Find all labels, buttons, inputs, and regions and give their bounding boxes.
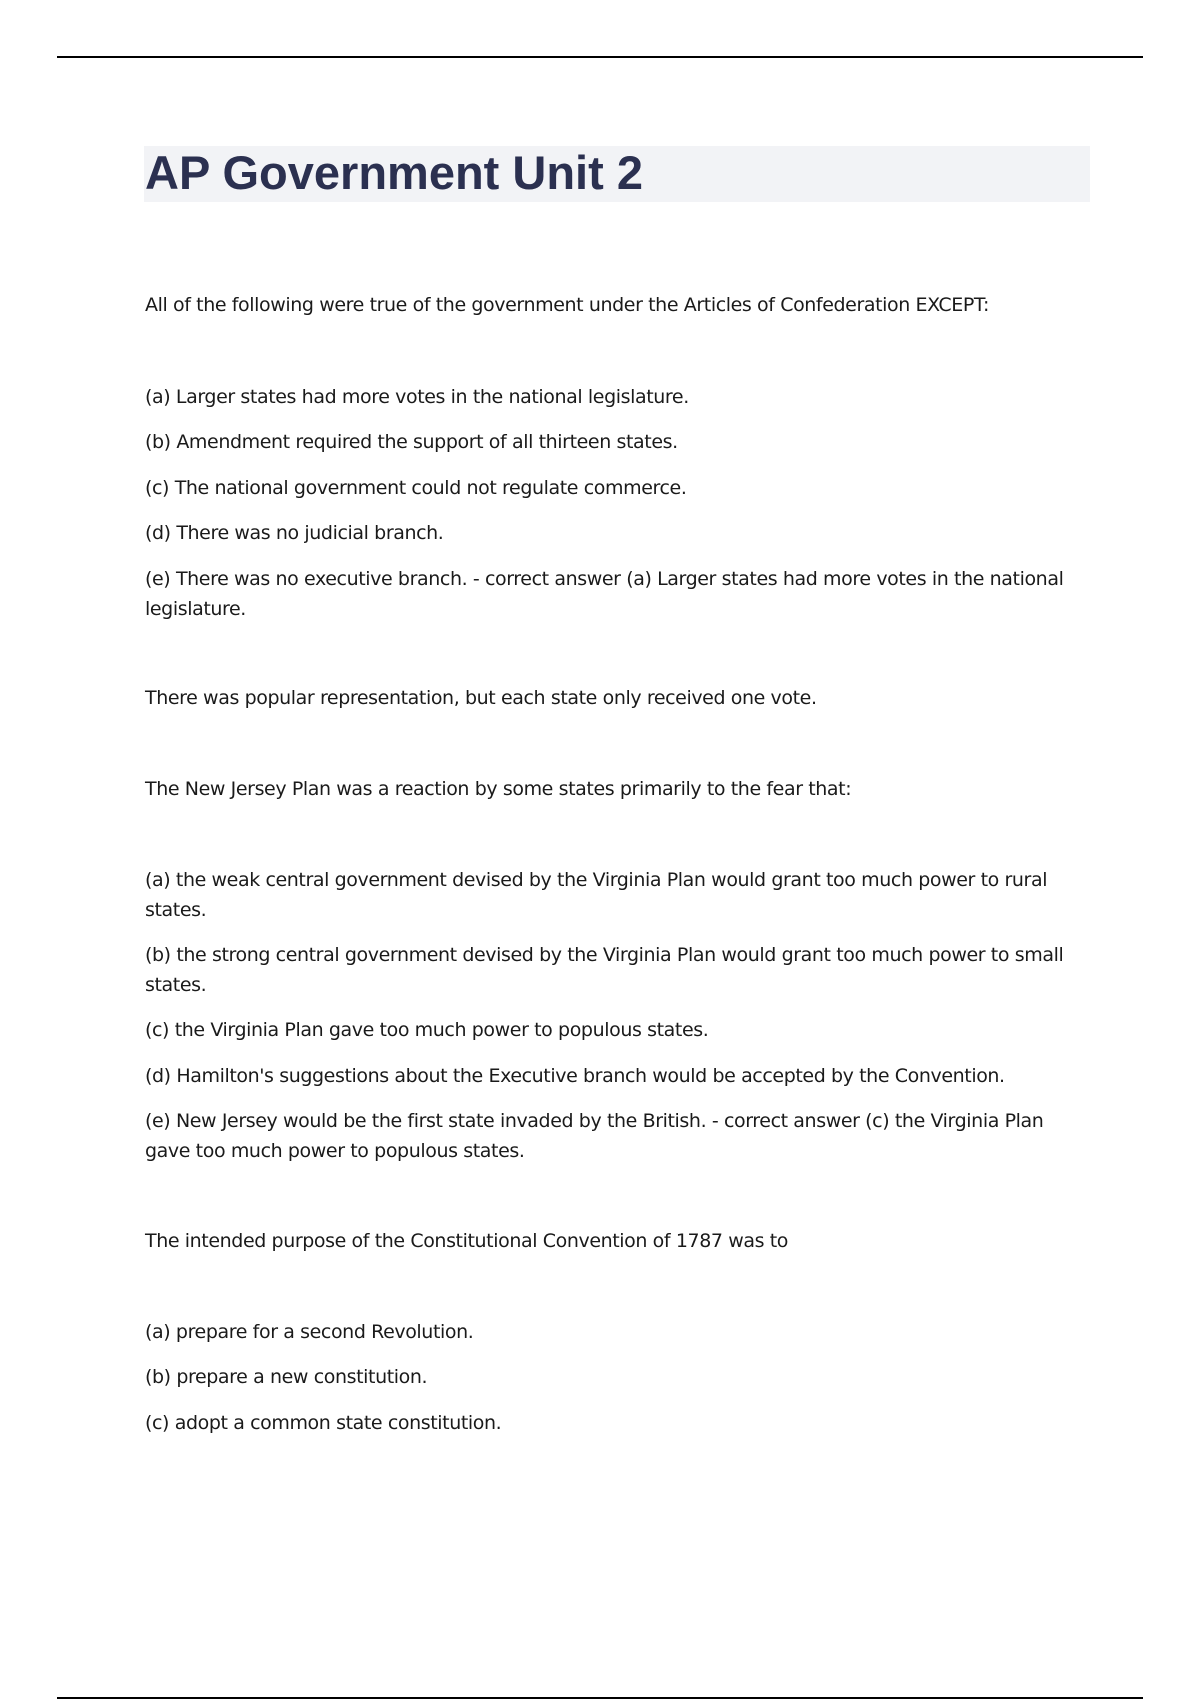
question-3-option-b: (b) prepare a new constitution.: [145, 1366, 428, 1388]
question-1-option-d: (d) There was no judicial branch.: [145, 522, 444, 544]
question-1-option-b: (b) Amendment required the support of all thirteen states.: [145, 431, 678, 453]
question-2-option-d: (d) Hamilton's suggestions about the Executive branch would be accepted by the Convention.: [145, 1065, 1005, 1087]
page-title: AP Government Unit 2: [145, 146, 643, 199]
question-1-option-e-answer: (e) There was no executive branch. - correct answer (a) Larger states had more votes in the national legislature.: [145, 568, 1064, 620]
question-1-explanation: There was popular representation, but each state only received one vote.: [145, 687, 817, 709]
question-1-option-a: (a) Larger states had more votes in the national legislature.: [145, 386, 689, 408]
question-1-prompt: All of the following were true of the government under the Articles of Confederation EXCEPT:: [145, 294, 990, 316]
footer-rule: [57, 1697, 1143, 1699]
question-1-option-c: (c) The national government could not regulate commerce.: [145, 477, 687, 499]
question-2-option-e-answer: (e) New Jersey would be the first state invaded by the British. - correct answer (c) the Virginia Plan gave too much power to populous states.: [145, 1110, 1044, 1162]
question-2-option-b: (b) the strong central government devised by the Virginia Plan would grant too much power to small states.: [145, 944, 1064, 996]
question-3-option-a: (a) prepare for a second Revolution.: [145, 1321, 474, 1343]
question-3-prompt: The intended purpose of the Constitutional Convention of 1787 was to: [145, 1230, 789, 1252]
header-rule: [57, 56, 1143, 58]
question-3-option-c: (c) adopt a common state constitution.: [145, 1412, 502, 1434]
question-2-prompt: The New Jersey Plan was a reaction by some states primarily to the fear that:: [145, 778, 852, 800]
question-2-option-a: (a) the weak central government devised by the Virginia Plan would grant too much power to rural states.: [145, 869, 1048, 921]
question-2-option-c: (c) the Virginia Plan gave too much power to populous states.: [145, 1019, 709, 1041]
